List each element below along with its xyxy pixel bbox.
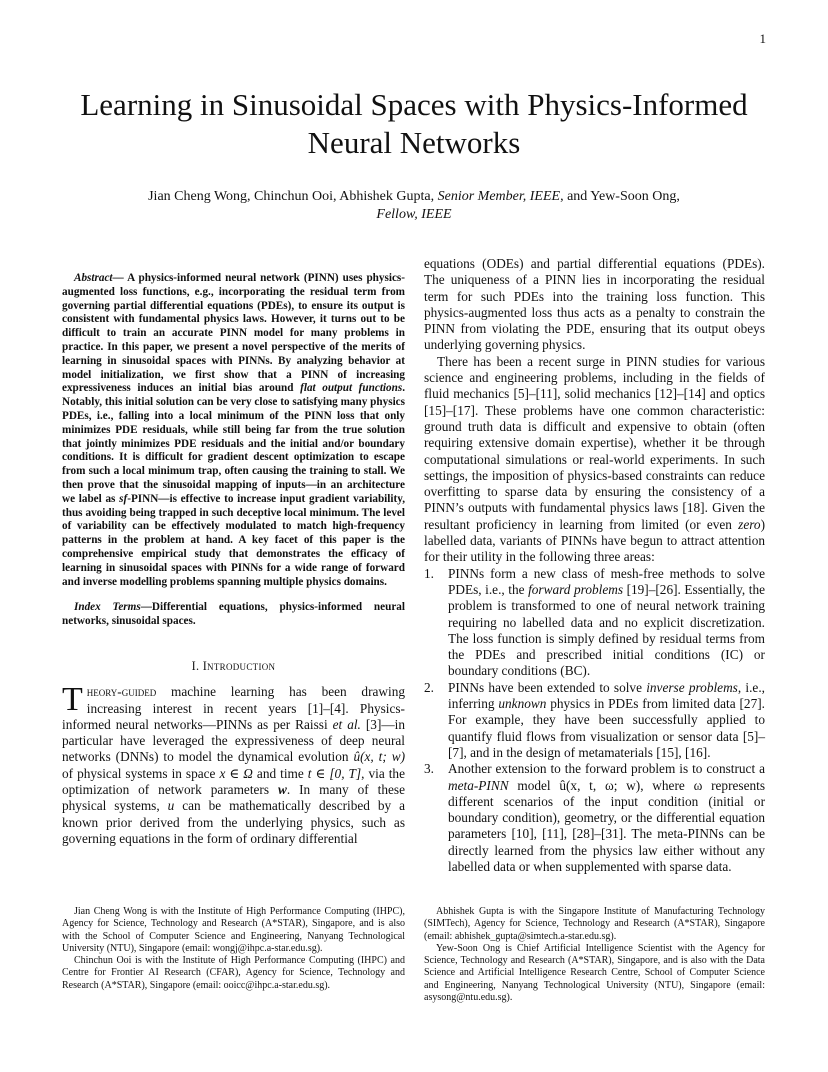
- intro-text-a: machine learning has been drawing increasing interest in recent years [1]–[4]. Physics-informed neural networks—PINNs as per Raissi: [62, 684, 405, 732]
- abstract-text-1: — A physics-informed neural network (PINN) uses physics-augmented loss functions, e.g., incorporating the residual term from governing partial differential equations (PDEs), to ensure its output is consistent with fundamental physics laws. However, it turns out to be difficult to train an accurate PINN model for many problems in practice. In this paper, we present a novel perspective of the merits of learning in sinusoidal spaces with PINNs. By analyzing behavior at model initialization, we first show that a PINN of increasing expressiveness induces an initial bias around: [62, 272, 405, 395]
- intro-paragraph-1: [62, 681, 406, 847]
- list-text-c: physics in PDEs from limited data [27]. For example, they have been successfully applied to quantify fluid flows from visualization or sensor data [5]–[7], and in the design of metamaterials [15], [16].: [448, 696, 765, 760]
- intro-text-f: . In many of these physical systems,: [62, 782, 405, 814]
- abstract-emphasis-2: sf: [119, 492, 128, 505]
- abstract-emphasis-1: flat output functions: [300, 382, 403, 395]
- list-item: [424, 566, 765, 680]
- list-number: 1.: [424, 565, 434, 581]
- list-emphasis: meta-PINN: [448, 777, 509, 793]
- page-number: 1: [759, 31, 766, 46]
- list-text-a: Another extension to the forward problem is to construct a: [448, 761, 765, 777]
- intro-text-d: and time: [252, 765, 308, 781]
- author-role-1: Senior Member, IEEE: [437, 189, 561, 204]
- author-role-2: Fellow, IEEE: [376, 207, 452, 222]
- intro-p3-emphasis: zero: [738, 516, 761, 532]
- list-item: [424, 680, 765, 761]
- math-w: w: [277, 782, 287, 797]
- intro-etal: et al.: [332, 716, 361, 732]
- footnote: Chinchun Ooi is with the Institute of High Performance Computing (IHPC) and Centre for Frontier AI Research (CFAR), Agency for Science, Technology and Research (A*STAR), Singapore (email: ooicc@ihpc.a-star.edu.sg).: [62, 955, 405, 991]
- abstract: [62, 272, 405, 589]
- math-u-hat: û(x, t; w): [353, 749, 405, 765]
- abstract-lead: Abstract: [74, 272, 113, 284]
- list-emphasis: inverse problems: [646, 679, 738, 695]
- math-x-domain: x ∈ Ω: [219, 765, 253, 781]
- section-heading-introduction: [62, 658, 405, 674]
- list-item: [424, 761, 765, 875]
- section-numeral: I.: [191, 658, 200, 673]
- abstract-text-3: -PINN—is effective to increase input gradient variability, thus avoiding being trapped in such deceptive local minimum. The level of variability can be effectively modulated to match high-frequency patterns in the problem at hand. A key facet of this paper is the comprehensive empirical study that demonstrates the efficacy of learning in sinusoidal spaces with PINNs for a wide range of forward and inverse modelling problems spanning multiple physics domains.: [62, 492, 405, 588]
- intro-text-c: of physical systems in space: [62, 765, 220, 781]
- author-names-2: , and Yew-Soon Ong,: [560, 189, 680, 204]
- list-text-a: PINNs form a new class of mesh-free methods to solve PDEs, i.e., the: [448, 565, 765, 597]
- author-list: [60, 188, 768, 224]
- footnotes-right: [424, 906, 765, 1004]
- section-title: Introduction: [202, 658, 276, 673]
- intro-p3-text-b: ) labelled data, variants of PINNs have begun to attract attention for their utility in the following three areas:: [424, 516, 765, 565]
- footnotes-left: [62, 906, 405, 992]
- list-emphasis-2: unknown: [498, 696, 547, 712]
- intro-paragraph-3: [424, 354, 765, 566]
- left-column: [62, 272, 405, 847]
- list-text-a: PINNs have been extended to solve: [448, 679, 647, 695]
- list-text-b: , i.e., inferring: [448, 679, 765, 712]
- list-text-b: [19]–[26]. Essentially, the problem is transformed to one of neural network training requiring no labelled data and no explicit discretization. The loss function is simply defined by residual terms from the PDEs and prescribed initial conditions (IC) or boundary conditions (BC).: [448, 581, 765, 679]
- application-list: [424, 566, 765, 876]
- author-names-1: Jian Cheng Wong, Chinchun Ooi, Abhishek Gupta,: [148, 189, 438, 204]
- math-u: u: [167, 798, 175, 814]
- index-terms-lead: Index Terms: [74, 601, 141, 614]
- dropcap: T: [62, 681, 83, 719]
- math-t-range: t ∈ [0, T]: [307, 765, 362, 781]
- footnote: Yew-Soon Ong is Chief Artificial Intelligence Scientist with the Agency for Science, Technology and Research (A*STAR), Singapore, and is also with the Data Science and Artificial Intelligence Research Centre, School of Computer Science and Engineering, Nanyang Technological University (NTU), Singapore (email: asysong@ntu.edu.sg).: [424, 942, 765, 1004]
- list-emphasis: forward problems: [528, 581, 624, 597]
- list-number: 3.: [424, 761, 434, 777]
- intro-smallcaps: heory-guided: [86, 684, 157, 700]
- list-number: 2.: [424, 679, 434, 695]
- footnote: Jian Cheng Wong is with the Institute of High Performance Computing (IHPC), Agency for Science, Technology and Research (A*STAR), Singapore, and is also with the School of Computer Science and Engineering, Nanyang Technological University (NTU), Singapore (email: wongj@ihpc.a-star.edu.sg).: [62, 906, 405, 954]
- intro-text-g: can be mathematically described by a known prior derived from the underlying physics, such as governing equations in the form of ordinary differential: [62, 798, 405, 846]
- abstract-text-2: . Notably, this initial solution can be very close to satisfying many physics PDEs, i.e., falling into a local minimum of the PINN loss that only minimizes PDE residuals, while still being far from the true solution that jointly minimizes PDE residuals and the initial and/or boundary conditions. It is difficult for gradient descent optimization to escape from such a local minimum trap, often causing the training to stall. We then prove that the sinusoidal mapping of inputs—in an architecture we label as: [62, 382, 406, 505]
- intro-text-b: [3]—in particular have leveraged the expressiveness of deep neural networks (DNNs) to model the dynamical evolution: [62, 716, 406, 765]
- index-terms-text: —Differential equations, physics-informed neural networks, sinusoidal spaces.: [62, 601, 405, 628]
- intro-text-e: , via the optimization of network parameters: [62, 765, 405, 797]
- list-text-b: model û(x, t, ω; w), where ω represents different scenarios of the input condition (initial or boundary condition), geometry, or the differential equation parameters [10], [11], [28]–[31]. The meta-PINNs can be directly learned from the physics law either without any labelled data or when supplemented with sparse data.: [448, 777, 765, 874]
- intro-p3-text-a: There has been a recent surge in PINN studies for various science and engineering problems, including in the fields of fluid mechanics [5]–[11], solid mechanics [12]–[14] and optics [15]–[17]. These problems have one common characteristic: ground truth data is difficult and expensive to obtain (often requiring extensive domain expertise), whether it be through computational simulations or real-world experiments. In such settings, the imposition of physics-based constraints can reduce overfitting to sparse data by ensuring the consistency of a PINN’s outputs with fundamental physics laws [18]. Given the resultant proficiency in learning from limited (or even: [424, 353, 765, 532]
- index-terms: [62, 601, 405, 629]
- footnote: Abhishek Gupta is with the Singapore Institute of Manufacturing Technology (SIMTech), Agency for Science, Technology and Research (A*STAR), Singapore (email: abhishek_gupta@simtech.a-star.edu.sg).: [424, 906, 765, 942]
- intro-paragraph-2: equations (ODEs) and partial differential equations (PDEs). The uniqueness of a PINN lies in incorporating the residual term for such PDEs into the training loss function. This physics-augmented loss thus acts as a penalty to constrain the PINN from violating the PDE, ensuring that its output obeys underlying governing physics.: [424, 256, 765, 353]
- paper-title: Learning in Sinusoidal Spaces with Physics-Informed Neural Networks: [80, 87, 748, 160]
- right-column: [424, 256, 765, 875]
